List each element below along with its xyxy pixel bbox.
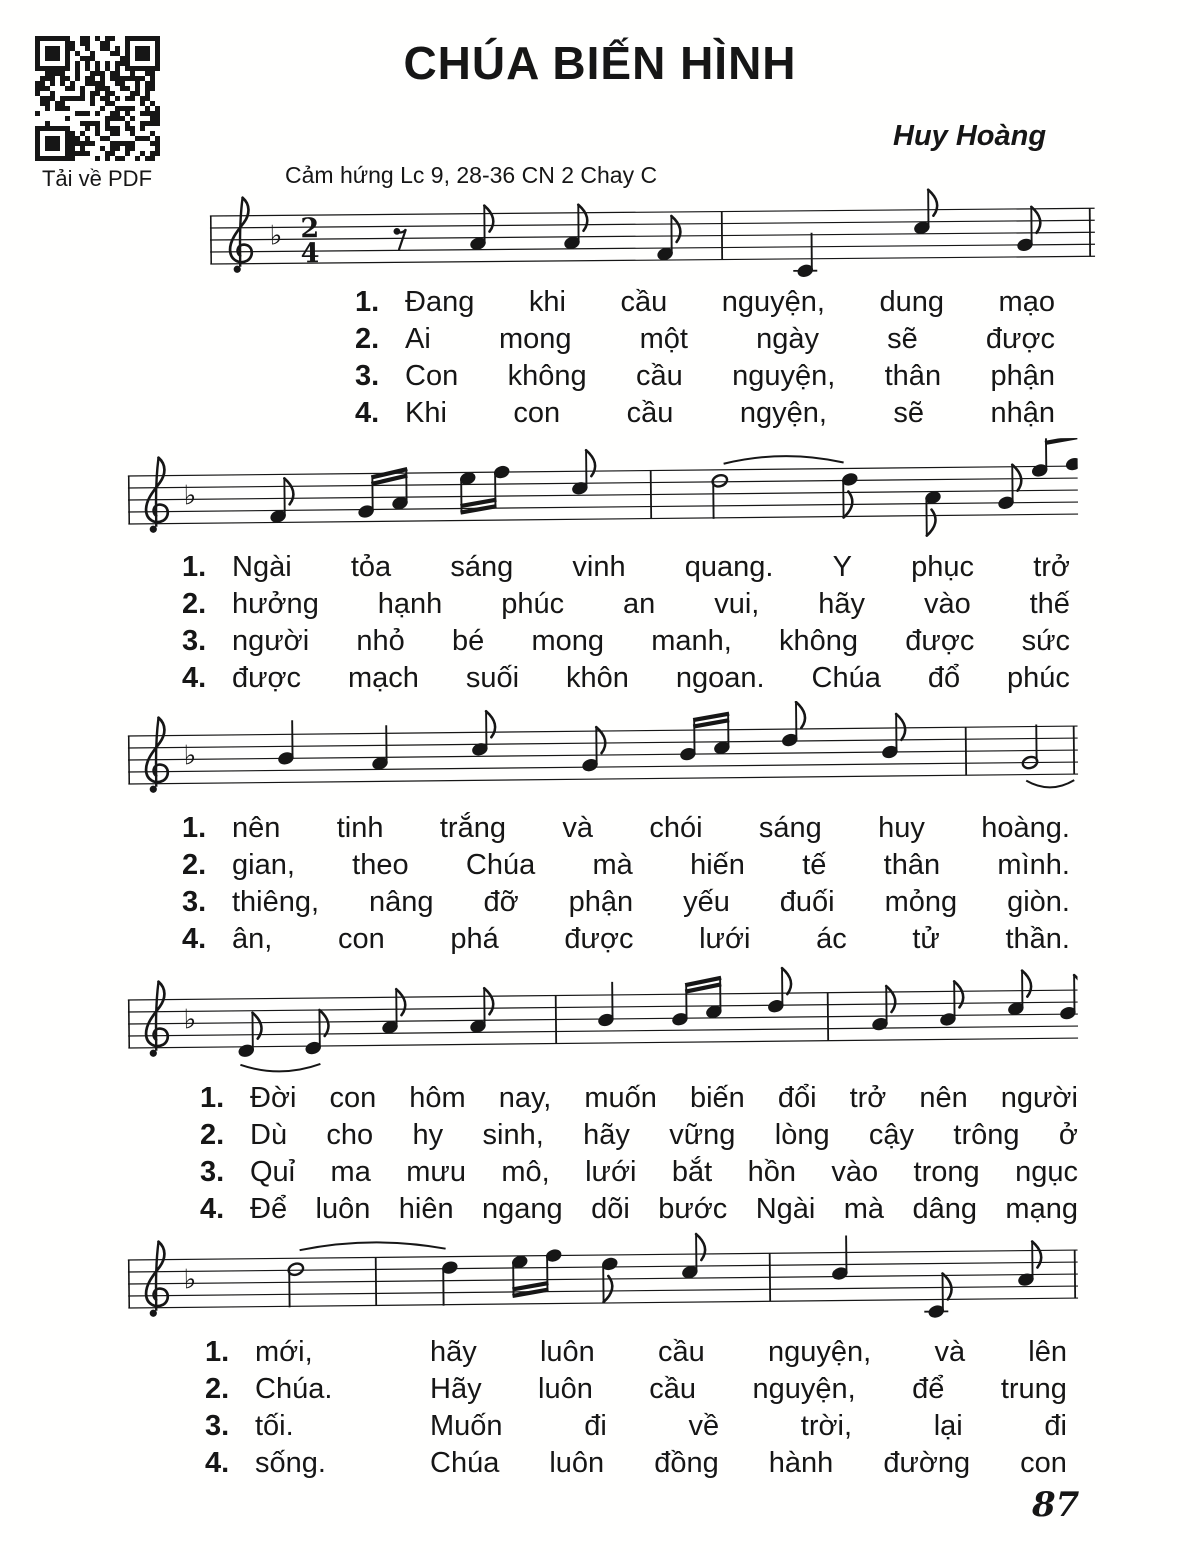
verse-number: 1. bbox=[182, 551, 207, 583]
lyric-word: cầu bbox=[658, 1336, 705, 1368]
treble-clef-icon bbox=[146, 982, 168, 1057]
lyric-word: không bbox=[779, 625, 859, 657]
lyric-word: lên bbox=[1028, 1336, 1067, 1368]
lyric-word: phận bbox=[568, 886, 634, 918]
lyric-word: được bbox=[905, 625, 975, 657]
verse-number: 3. bbox=[355, 360, 380, 392]
lyric-word: sinh, bbox=[482, 1119, 544, 1151]
staff-4 bbox=[127, 962, 1078, 1082]
lyric-word: ngày bbox=[756, 323, 819, 355]
verse-block-2 bbox=[182, 551, 1070, 699]
verse-line bbox=[182, 588, 1070, 625]
lyric-word: bé bbox=[451, 625, 485, 657]
lyric-word: nguyện, bbox=[752, 1373, 856, 1405]
verse-line bbox=[200, 1156, 1078, 1193]
verse-number: 4. bbox=[355, 397, 380, 429]
lyric-word: phá bbox=[450, 923, 499, 955]
verse-block-4 bbox=[200, 1082, 1078, 1230]
verse-number: 2. bbox=[200, 1119, 225, 1151]
lyric-word: luôn bbox=[315, 1193, 371, 1225]
lyric-word: Chúa bbox=[430, 1447, 500, 1479]
lyric-word: ngục bbox=[1015, 1156, 1078, 1188]
verse-line bbox=[200, 1119, 1078, 1156]
flat-sign-icon: ♭ bbox=[183, 480, 197, 512]
lyric-word: không bbox=[507, 360, 587, 392]
lyric-word: Hãy bbox=[430, 1373, 482, 1405]
lyric-word: dâng bbox=[912, 1193, 977, 1225]
lyric-word: thân bbox=[884, 360, 942, 392]
lyric-word: phận bbox=[990, 360, 1055, 392]
lyric-word: huy bbox=[878, 812, 925, 844]
treble-clef-icon bbox=[146, 1242, 168, 1317]
staff-1 bbox=[210, 180, 1096, 298]
scripture-caption: Cảm hứng Lc 9, 28-36 CN 2 Chay C bbox=[285, 162, 658, 188]
lyric-word: nguyện, bbox=[721, 286, 825, 318]
lyric-word: nhỏ bbox=[356, 625, 405, 657]
lyric-word: hưởng bbox=[232, 588, 319, 620]
lyric-word: chói bbox=[649, 812, 703, 844]
lyric-word: vui, bbox=[714, 588, 760, 620]
song-title: CHÚA BIẾN HÌNH bbox=[403, 37, 797, 89]
lyric-word: Ngài bbox=[232, 551, 292, 583]
lyric-word: thần. bbox=[1005, 923, 1070, 955]
lyric-word: được bbox=[985, 323, 1055, 355]
lyric-word: Khi bbox=[405, 397, 447, 429]
composer-name: Huy Hoàng bbox=[893, 120, 1047, 152]
lyric-word: mới, bbox=[255, 1336, 313, 1368]
lyric-word: Con bbox=[405, 360, 459, 392]
lyric-word: bước bbox=[658, 1193, 728, 1225]
verse-line bbox=[355, 360, 1055, 397]
lyric-word: hạnh bbox=[377, 588, 443, 620]
lyric-word: một bbox=[639, 323, 688, 355]
lyric-word: cậy bbox=[868, 1119, 915, 1151]
verse-number: 3. bbox=[205, 1410, 230, 1442]
lyric-word: cầu bbox=[649, 1373, 697, 1405]
lyric-word: đi bbox=[584, 1410, 607, 1442]
lyric-word: yếu bbox=[683, 886, 730, 918]
lyric-word: con bbox=[329, 1082, 377, 1114]
lyric-word: để bbox=[912, 1373, 945, 1405]
verse-number: 4. bbox=[200, 1193, 225, 1225]
lyric-word: ngoan. bbox=[675, 662, 765, 694]
lyric-word: đổi bbox=[777, 1082, 817, 1114]
lyric-word: hãy bbox=[430, 1336, 477, 1368]
lyric-word: cầu bbox=[626, 397, 674, 429]
verse-number: 2. bbox=[205, 1373, 230, 1405]
verse-line bbox=[182, 812, 1070, 849]
lyric-word: lòng bbox=[774, 1119, 830, 1151]
lyric-word: và bbox=[934, 1336, 966, 1368]
verse-number: 3. bbox=[182, 886, 207, 918]
lyric-word: dõi bbox=[591, 1193, 630, 1225]
lyric-word: Ai bbox=[405, 323, 431, 355]
verse-number: 1. bbox=[200, 1082, 225, 1114]
verse-number: 1. bbox=[182, 812, 207, 844]
lyric-word: hôm bbox=[409, 1082, 466, 1114]
lyric-word: cầu bbox=[620, 286, 668, 318]
verse-line bbox=[205, 1373, 1067, 1410]
lyric-word: trung bbox=[1000, 1373, 1067, 1405]
lyric-word: đồng bbox=[654, 1447, 719, 1479]
lyric-word: phúc bbox=[501, 588, 565, 620]
lyric-word: Quỉ bbox=[250, 1156, 296, 1188]
treble-clef-icon bbox=[230, 198, 252, 273]
lyric-word: hy bbox=[412, 1119, 444, 1151]
lyric-word: giòn. bbox=[1007, 886, 1070, 918]
lyric-word: sẽ bbox=[893, 397, 924, 429]
lyric-word: vào bbox=[923, 588, 971, 620]
lyric-word: nhận bbox=[990, 397, 1055, 429]
time-signature: 2 bbox=[300, 213, 320, 245]
lyric-word: luôn bbox=[539, 1336, 595, 1368]
lyric-word: trông bbox=[953, 1119, 1020, 1151]
lyric-word: ngang bbox=[482, 1193, 563, 1225]
lyric-word: vinh bbox=[572, 551, 626, 583]
lyric-word: người bbox=[1000, 1082, 1078, 1114]
lyric-word: được bbox=[232, 662, 302, 694]
lyric-word: mưu bbox=[406, 1156, 466, 1188]
verse-block-1 bbox=[355, 286, 1055, 434]
lyric-word: thân bbox=[883, 849, 941, 881]
lyric-word: đổ bbox=[927, 662, 961, 694]
lyric-word: tỏa bbox=[350, 551, 392, 583]
lyric-word: ân, bbox=[232, 923, 273, 955]
lyric-word: thiêng, bbox=[232, 886, 320, 918]
verse-number: 3. bbox=[182, 625, 207, 657]
lyric-word: ngyện, bbox=[739, 397, 827, 429]
lyric-word: mạng bbox=[1005, 1193, 1078, 1225]
verse-line bbox=[200, 1082, 1078, 1119]
verse-line bbox=[182, 551, 1070, 588]
lyric-word: dung bbox=[879, 286, 945, 318]
lyric-word: sức bbox=[1021, 625, 1070, 657]
qr-label[interactable]: Tải về PDF bbox=[41, 166, 153, 191]
lyric-word: ở bbox=[1058, 1119, 1078, 1151]
lyric-word: manh, bbox=[651, 625, 732, 657]
lyric-word: ma bbox=[330, 1156, 371, 1188]
verse-number: 4. bbox=[205, 1447, 230, 1479]
lyric-word: được bbox=[564, 923, 634, 955]
verse-number: 3. bbox=[200, 1156, 225, 1188]
lyric-word: mô, bbox=[501, 1156, 550, 1188]
lyric-word: hiên bbox=[398, 1193, 454, 1225]
lyric-word: và bbox=[562, 812, 593, 844]
lyric-word: hiến bbox=[690, 849, 745, 881]
lyric-word: Chúa bbox=[811, 662, 881, 694]
lyric-word: con bbox=[1020, 1447, 1067, 1479]
lyric-word: vào bbox=[831, 1156, 879, 1188]
verse-number: 1. bbox=[355, 286, 380, 318]
lyric-word: hãy bbox=[583, 1119, 630, 1151]
lyric-word: mong bbox=[498, 323, 572, 355]
flat-sign-icon: ♭ bbox=[183, 1004, 197, 1036]
verse-block-3 bbox=[182, 812, 1070, 960]
verse-line bbox=[182, 886, 1070, 923]
lyric-word: Dù bbox=[250, 1119, 288, 1151]
verse-line bbox=[355, 286, 1055, 323]
lyric-word: mỏng bbox=[884, 886, 958, 918]
lyric-word: về bbox=[688, 1410, 720, 1442]
lyric-word: muốn bbox=[584, 1082, 657, 1114]
lyric-word: an bbox=[623, 588, 656, 620]
lyric-word: Chúa. bbox=[255, 1373, 333, 1405]
lyric-word: đường bbox=[883, 1447, 971, 1479]
lyric-word: Chúa bbox=[465, 849, 536, 881]
lyric-word: hành bbox=[768, 1447, 834, 1479]
time-signature: 4 bbox=[300, 238, 320, 270]
verse-line bbox=[205, 1447, 1067, 1484]
lyric-word: Đang bbox=[405, 286, 475, 318]
lyric-word: mà bbox=[843, 1193, 885, 1225]
verse-line bbox=[182, 923, 1070, 960]
lyric-word: sáng bbox=[450, 551, 514, 583]
lyric-word: sẽ bbox=[887, 323, 918, 355]
lyric-word: Muốn bbox=[430, 1410, 503, 1442]
treble-clef-icon bbox=[146, 718, 168, 793]
lyric-word: nâng bbox=[369, 886, 434, 918]
staff-3 bbox=[127, 698, 1078, 818]
lyric-word: đi bbox=[1044, 1410, 1067, 1442]
lyric-word: mình. bbox=[997, 849, 1070, 881]
lyric-word: lưới bbox=[699, 923, 751, 955]
lyric-word: suối bbox=[465, 662, 520, 694]
lyric-word: luôn bbox=[549, 1447, 605, 1479]
lyric-word: nên bbox=[919, 1082, 968, 1114]
lyric-word: Ngài bbox=[755, 1193, 816, 1225]
lyric-word: ác bbox=[816, 923, 847, 955]
lyric-word: thế bbox=[1029, 588, 1070, 620]
lyric-word: theo bbox=[352, 849, 409, 881]
verse-number: 2. bbox=[182, 588, 207, 620]
lyric-word: mạch bbox=[348, 662, 419, 694]
verse-block-5 bbox=[205, 1336, 1067, 1484]
lyric-word: đỡ bbox=[483, 886, 519, 918]
lyric-word: cho bbox=[326, 1119, 374, 1151]
verse-line bbox=[205, 1410, 1067, 1447]
lyric-word: lại bbox=[933, 1410, 963, 1442]
lyric-word: trở bbox=[1033, 551, 1070, 583]
lyric-word: phục bbox=[911, 551, 975, 583]
lyric-word: khôn bbox=[566, 662, 629, 694]
lyric-word: khi bbox=[528, 286, 566, 318]
lyric-word: biến bbox=[689, 1082, 745, 1114]
lyric-word: cầu bbox=[635, 360, 683, 392]
lyric-word: trở bbox=[849, 1082, 887, 1114]
flat-sign-icon: ♭ bbox=[183, 740, 197, 772]
page-number: 87 bbox=[1032, 1485, 1080, 1525]
lyric-word: con bbox=[337, 923, 385, 955]
verse-line bbox=[355, 397, 1055, 434]
lyric-word: gian, bbox=[232, 849, 295, 881]
lyric-word: Đời bbox=[250, 1082, 297, 1114]
verse-line bbox=[182, 849, 1070, 886]
lyric-word: Để bbox=[250, 1193, 288, 1225]
lyric-word: trong bbox=[913, 1156, 980, 1188]
lyric-word: luôn bbox=[538, 1373, 593, 1405]
lyric-word: mạo bbox=[998, 286, 1055, 318]
treble-clef-icon bbox=[146, 458, 168, 533]
lyric-word: nay, bbox=[498, 1082, 552, 1114]
verse-number: 4. bbox=[182, 923, 207, 955]
lyric-word: đuối bbox=[779, 886, 835, 918]
lyric-word: nguyện, bbox=[768, 1336, 872, 1368]
lyric-word: hãy bbox=[818, 588, 866, 620]
lyric-word: quang. bbox=[684, 551, 774, 583]
verse-line bbox=[182, 662, 1070, 699]
lyric-word: tối. bbox=[255, 1410, 294, 1442]
lyric-word: hồn bbox=[747, 1156, 796, 1188]
lyric-word: hoàng. bbox=[981, 812, 1070, 844]
lyric-word: nên bbox=[232, 812, 281, 844]
lyric-word: bắt bbox=[671, 1156, 713, 1188]
lyric-word: trời, bbox=[800, 1410, 853, 1442]
staff-2 bbox=[127, 438, 1078, 558]
lyric-word: người bbox=[232, 625, 310, 657]
verse-line bbox=[205, 1336, 1067, 1373]
verse-line bbox=[182, 625, 1070, 662]
lyric-word: sống. bbox=[255, 1447, 326, 1479]
verse-line bbox=[200, 1193, 1078, 1230]
lyric-word: tế bbox=[802, 849, 827, 881]
lyric-word: vững bbox=[669, 1119, 736, 1151]
lyric-word: lưới bbox=[585, 1156, 637, 1188]
lyric-word: tinh bbox=[336, 812, 384, 844]
lyric-word: nguyện, bbox=[732, 360, 836, 392]
flat-sign-icon: ♭ bbox=[183, 1264, 197, 1296]
lyric-word: sáng bbox=[758, 812, 822, 844]
lyric-word: Y bbox=[832, 551, 852, 583]
lyric-word: tử bbox=[912, 923, 940, 955]
lyric-word: mà bbox=[592, 849, 633, 881]
verse-line bbox=[355, 323, 1055, 360]
lyric-word: phúc bbox=[1007, 662, 1070, 694]
verse-number: 1. bbox=[205, 1336, 230, 1368]
lyric-word: con bbox=[513, 397, 561, 429]
lyric-word: mong bbox=[531, 625, 604, 657]
lyric-word: trắng bbox=[439, 812, 506, 844]
verse-number: 4. bbox=[182, 662, 207, 694]
staff-5 bbox=[127, 1222, 1078, 1342]
flat-sign-icon: ♭ bbox=[269, 220, 283, 252]
verse-number: 2. bbox=[355, 323, 380, 355]
verse-number: 2. bbox=[182, 849, 207, 881]
